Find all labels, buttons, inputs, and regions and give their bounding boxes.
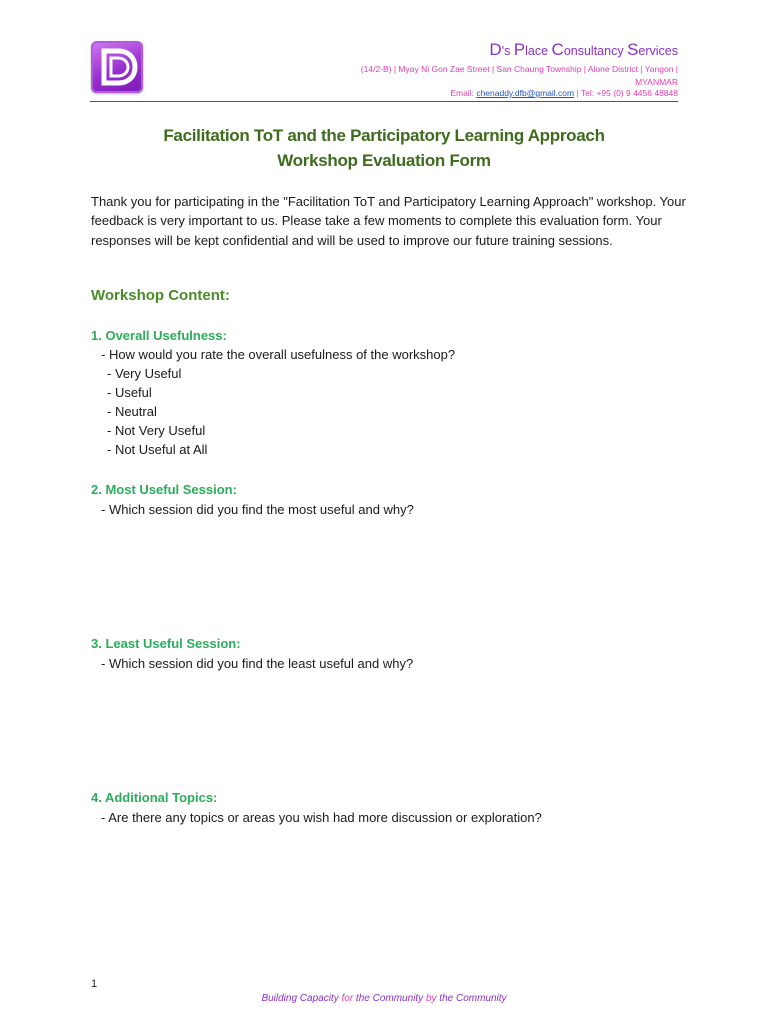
company-address: (14/2-B) | Myay Ni Gon Zae Street | San Chaung Township | Alone District | Yangon | MYANMAR [360, 64, 678, 87]
company-contact: Email: chenaddy.dfb@gmail.com | Tel: +95 (0) 9 4456 48848 [450, 88, 678, 98]
email-link[interactable]: chenaddy.dfb@gmail.com [476, 88, 575, 98]
logo-d-icon [91, 41, 143, 93]
question-heading: 2. Most Useful Session: [91, 482, 237, 497]
option-item: - Not Very Useful [107, 423, 206, 438]
option-item: - Neutral [107, 404, 157, 419]
section-heading: Workshop Content: [91, 287, 230, 304]
question-heading: 4. Additional Topics: [91, 790, 218, 805]
footer-tagline: Building Capacity for the Community by the Community [261, 993, 507, 1004]
option-item: - Very Useful [107, 366, 182, 381]
question-text: - How would you rate the overall usefulness of the workshop? [101, 347, 456, 362]
document-title: Facilitation ToT and the Participatory Learning Approach [163, 126, 605, 145]
question-heading: 1. Overall Usefulness: [91, 328, 227, 343]
option-item: - Useful [107, 385, 152, 400]
question-text: - Are there any topics or areas you wish had more discussion or exploration? [101, 810, 542, 825]
question-text: - Which session did you find the least useful and why? [101, 656, 414, 671]
option-item: - Not Useful at All [107, 442, 208, 457]
page-number: 1 [91, 978, 98, 990]
header-divider [90, 101, 678, 102]
company-name: D's Place Consultancy Services [489, 40, 678, 59]
question-text: - Which session did you find the most useful and why? [101, 502, 414, 517]
intro-paragraph: Thank you for participating in the "Facilitation ToT and Participatory Learning Approach" workshop. Your feedback is very important to us. Please take a few moments to complete this evaluation form. Your responses will be kept confidential and will be used to improve our future training sessions. [91, 194, 686, 248]
document-subtitle: Workshop Evaluation Form [277, 151, 491, 170]
question-heading: 3. Least Useful Session: [91, 636, 241, 651]
company-logo [91, 41, 143, 93]
